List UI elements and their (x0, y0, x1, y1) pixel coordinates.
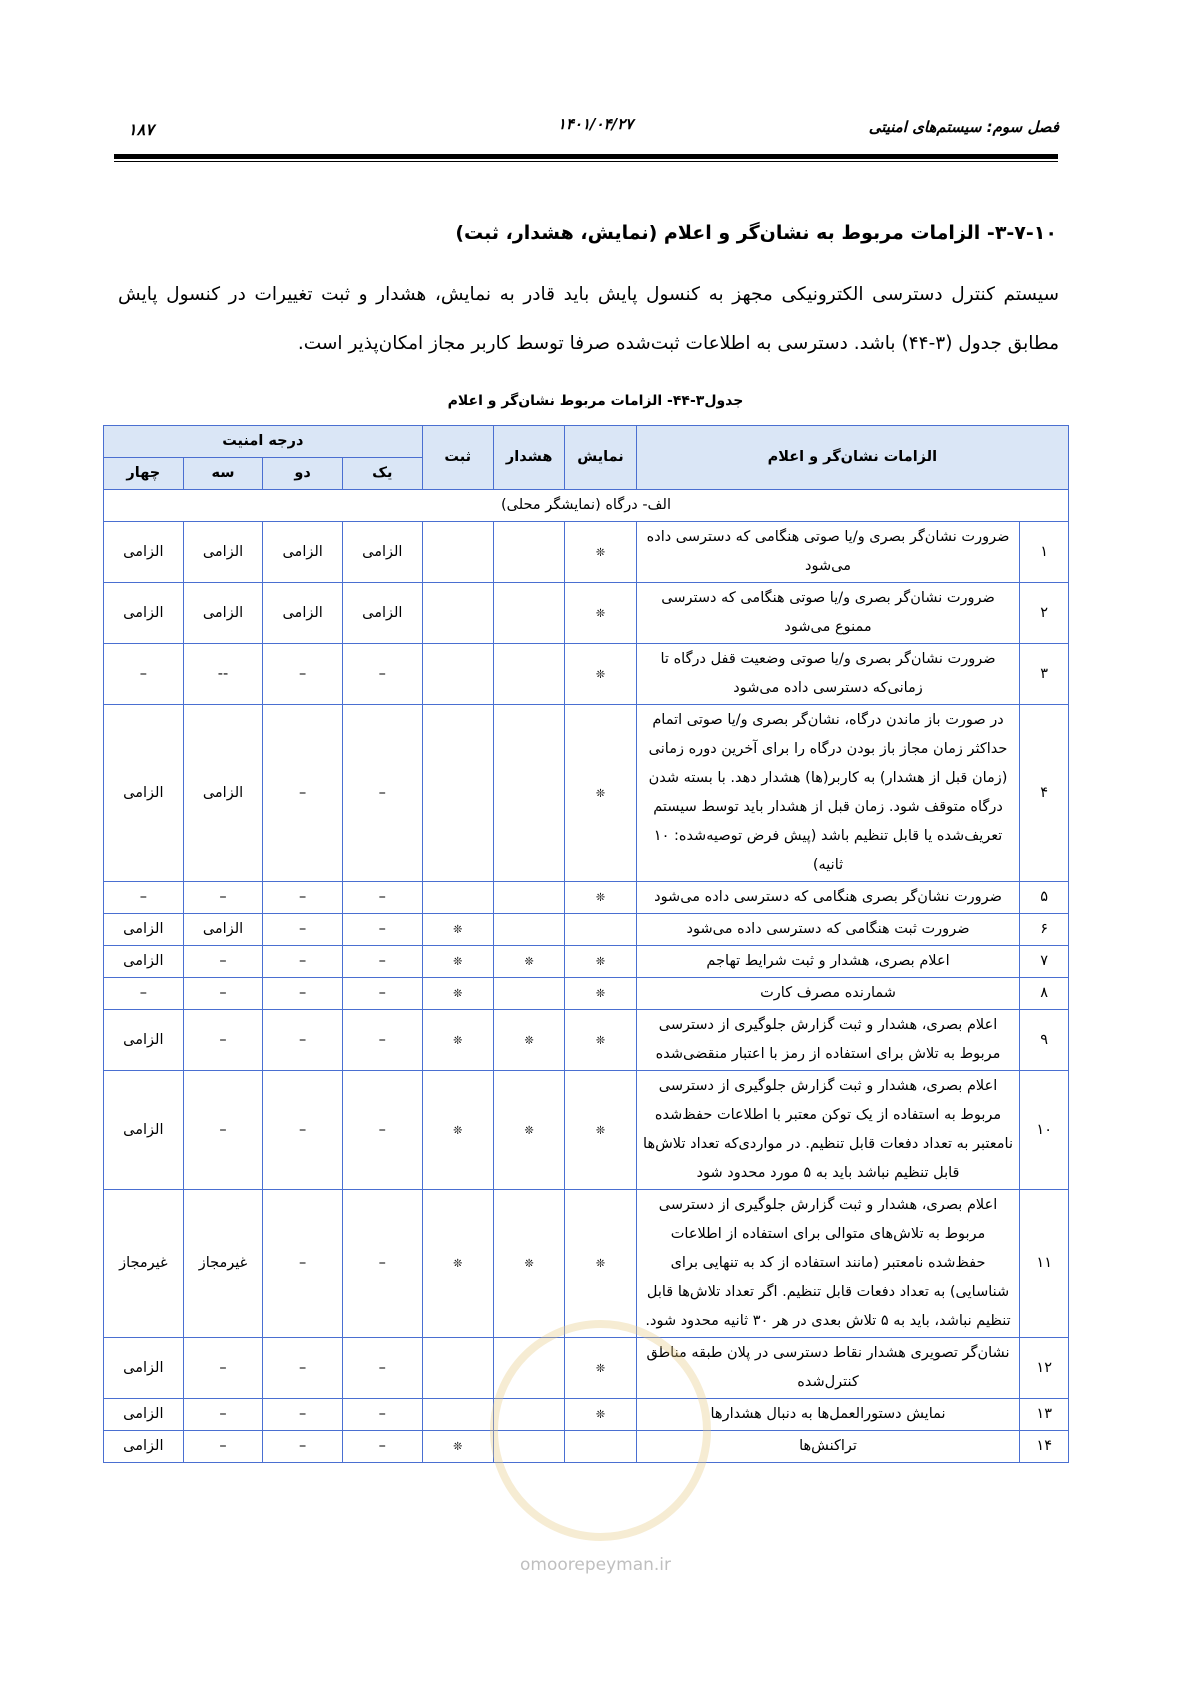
row-level-3: غیرمجاز (183, 1190, 263, 1338)
row-level-2: – (263, 1399, 343, 1431)
row-number: ۹ (1020, 1010, 1069, 1071)
row-level-3: الزامی (183, 914, 263, 946)
row-alarm: ❊ (493, 1190, 564, 1338)
page-number: ۱۸۷ (128, 120, 154, 139)
row-level-2: – (263, 1071, 343, 1190)
row-requirement: ضرورت نشان‌گر بصری و/یا صوتی وضعیت قفل درگاه تا زمانی‌که دسترسی داده می‌شود (636, 644, 1020, 705)
row-number: ۲ (1020, 583, 1069, 644)
row-record (422, 583, 493, 644)
row-record: ❊ (422, 1431, 493, 1463)
row-requirement: تراکنش‌ها (636, 1431, 1020, 1463)
row-requirement: اعلام بصری، هشدار و ثبت گزارش جلوگیری از دسترسی مربوط به استفاده از یک توکن معتبر با اطلاعات حفظ‌شده نامعتبر به تعداد دفعات قابل تنظیم. در مواردی‌که تعداد تلاش‌ها قابل تنظیم نباشد باید به ۵ مورد محدود شود (636, 1071, 1020, 1190)
row-level-3: الزامی (183, 522, 263, 583)
row-display: ❊ (565, 1071, 636, 1190)
row-requirement: در صورت باز ماندن درگاه، نشان‌گر بصری و/یا صوتی اتمام حداکثر زمان مجاز باز بودن درگاه را برای آخرین دوره زمانی (زمان قبل از هشدار) به کاربر(ها) هشدار دهد. با بسته شدن درگاه متوقف شود. زمان قبل از هشدار باید توسط سیستم تعریف‌شده یا قابل تنظیم باشد (پیش فرض توصیه‌شده: ۱۰ ثانیه) (636, 705, 1020, 882)
row-number: ۱۳ (1020, 1399, 1069, 1431)
row-level-4: الزامی (104, 1399, 184, 1431)
row-level-3: -- (183, 644, 263, 705)
row-display: ❊ (565, 1399, 636, 1431)
row-display (565, 914, 636, 946)
row-level-2: – (263, 1010, 343, 1071)
row-level-2: – (263, 914, 343, 946)
row-level-1: – (342, 1399, 422, 1431)
header-alarm: هشدار (493, 426, 564, 490)
row-level-4: الزامی (104, 1431, 184, 1463)
row-level-1: – (342, 978, 422, 1010)
row-requirement: نشان‌گر تصویری هشدار نقاط دسترسی در پلان طبقه مناطق کنترل‌شده (636, 1338, 1020, 1399)
row-level-1: الزامی (342, 583, 422, 644)
row-requirement: نمایش دستورالعمل‌ها به دنبال هشدارها (636, 1399, 1020, 1431)
table-section-label: الف- درگاه (نمایشگر محلی) (104, 490, 1069, 522)
row-requirement: اعلام بصری، هشدار و ثبت گزارش جلوگیری از دسترسی مربوط به تلاش‌های متوالی برای استفاده از اطلاعات حفظ‌شده نامعتبر (مانند استفاده از کد به تنهایی برای شناسایی) به تعداد دفعات قابل تنظیم. اگر تعداد تلاش‌ها قابل تنظیم نباشد، باید به ۵ تلاش بعدی در هر ۳۰ ثانیه محدود شود. (636, 1190, 1020, 1338)
row-level-2: – (263, 644, 343, 705)
row-level-2: – (263, 705, 343, 882)
table-row (104, 522, 1069, 583)
row-number: ۱۲ (1020, 1338, 1069, 1399)
row-requirement: اعلام بصری، هشدار و ثبت شرایط تهاجم (636, 946, 1020, 978)
row-level-1: – (342, 1071, 422, 1190)
table-row (104, 946, 1069, 978)
requirements-table (103, 425, 1069, 1463)
row-level-4: الزامی (104, 914, 184, 946)
header-security-level: درجه امنیت (104, 426, 423, 458)
row-level-3: – (183, 978, 263, 1010)
row-number: ۱۱ (1020, 1190, 1069, 1338)
header-rule-thin (114, 161, 1058, 162)
row-alarm (493, 914, 564, 946)
header-date: ۱۴۰۱/۰۴/۲۷ (557, 115, 634, 133)
row-level-2: – (263, 946, 343, 978)
row-level-3: – (183, 1399, 263, 1431)
row-level-2: – (263, 1431, 343, 1463)
row-level-4: – (104, 644, 184, 705)
row-alarm: ❊ (493, 946, 564, 978)
row-number: ۳ (1020, 644, 1069, 705)
table-row (104, 882, 1069, 914)
row-level-2: – (263, 1338, 343, 1399)
row-number: ۴ (1020, 705, 1069, 882)
row-level-4: الزامی (104, 1071, 184, 1190)
row-level-1: – (342, 1338, 422, 1399)
row-display: ❊ (565, 583, 636, 644)
row-level-2: – (263, 1190, 343, 1338)
row-requirement: ضرورت نشان‌گر بصری و/یا صوتی هنگامی که دسترسی داده می‌شود (636, 522, 1020, 583)
row-display: ❊ (565, 882, 636, 914)
row-requirement: شمارنده مصرف کارت (636, 978, 1020, 1010)
row-display: ❊ (565, 978, 636, 1010)
row-record (422, 1399, 493, 1431)
row-level-3: الزامی (183, 583, 263, 644)
row-level-1: – (342, 946, 422, 978)
row-level-2: الزامی (263, 522, 343, 583)
row-level-4: الزامی (104, 1338, 184, 1399)
row-alarm (493, 644, 564, 705)
header-level-1: یک (342, 458, 422, 490)
row-level-3: – (183, 1010, 263, 1071)
row-level-1: – (342, 1431, 422, 1463)
row-number: ۱۰ (1020, 1071, 1069, 1190)
row-display: ❊ (565, 946, 636, 978)
table-row (104, 914, 1069, 946)
row-display: ❊ (565, 705, 636, 882)
row-level-1: – (342, 882, 422, 914)
row-number: ۶ (1020, 914, 1069, 946)
row-level-3: – (183, 1338, 263, 1399)
row-number: ۱ (1020, 522, 1069, 583)
row-level-4: الزامی (104, 583, 184, 644)
row-level-4: الزامی (104, 522, 184, 583)
table-row (104, 644, 1069, 705)
row-record: ❊ (422, 1071, 493, 1190)
row-level-2: الزامی (263, 583, 343, 644)
header-rule-thick (114, 154, 1058, 159)
row-level-3: الزامی (183, 705, 263, 882)
row-record (422, 644, 493, 705)
row-record: ❊ (422, 1010, 493, 1071)
row-level-4: – (104, 978, 184, 1010)
table-row (104, 1071, 1069, 1190)
row-alarm (493, 978, 564, 1010)
row-level-1: – (342, 1010, 422, 1071)
row-level-1: – (342, 914, 422, 946)
table-row (104, 583, 1069, 644)
row-requirement: ضرورت نشان‌گر بصری هنگامی که دسترسی داده می‌شود (636, 882, 1020, 914)
table-row (104, 705, 1069, 882)
header-requirement: الزامات نشان‌گر و اعلام (636, 426, 1068, 490)
row-requirement: ضرورت ثبت هنگامی که دسترسی داده می‌شود (636, 914, 1020, 946)
row-alarm: ❊ (493, 1071, 564, 1190)
row-level-1: – (342, 1190, 422, 1338)
header-record: ثبت (422, 426, 493, 490)
row-level-3: – (183, 946, 263, 978)
row-requirement: اعلام بصری، هشدار و ثبت گزارش جلوگیری از دسترسی مربوط به تلاش برای استفاده از رمز با اعتبار منقضی‌شده (636, 1010, 1020, 1071)
row-level-1: – (342, 644, 422, 705)
row-record: ❊ (422, 914, 493, 946)
row-requirement: ضرورت نشان‌گر بصری و/یا صوتی هنگامی که دسترسی ممنوع می‌شود (636, 583, 1020, 644)
row-level-1: – (342, 705, 422, 882)
row-display: ❊ (565, 1010, 636, 1071)
section-paragraph: سیستم کنترل دسترسی الکترونیکی مجهز به کنسول پایش باید قادر به نمایش، هشدار و ثبت تغییرات در کنسول پایش مطابق جدول (۳-۴۴) باشد. دسترسی به اطلاعات ثبت‌شده صرفا توسط کاربر مجاز امکان‌پذیر است. (118, 284, 1059, 354)
row-level-3: – (183, 882, 263, 914)
row-number: ۵ (1020, 882, 1069, 914)
row-display: ❊ (565, 644, 636, 705)
row-level-3: – (183, 1431, 263, 1463)
row-number: ۱۴ (1020, 1431, 1069, 1463)
header-level-2: دو (263, 458, 343, 490)
row-level-4: الزامی (104, 946, 184, 978)
row-record: ❊ (422, 978, 493, 1010)
row-record: ❊ (422, 1190, 493, 1338)
row-level-4: الزامی (104, 705, 184, 882)
row-number: ۸ (1020, 978, 1069, 1010)
row-level-3: – (183, 1071, 263, 1190)
row-level-4: الزامی (104, 1010, 184, 1071)
section-title: ۳-۷-۱۰- الزامات مربوط به نشان‌گر و اعلام (نمایش، هشدار، ثبت) (455, 222, 1057, 244)
header-display: نمایش (565, 426, 636, 490)
header-level-4: چهار (104, 458, 184, 490)
table-row (104, 1010, 1069, 1071)
table-row (104, 1190, 1069, 1338)
row-alarm (493, 882, 564, 914)
row-number: ۷ (1020, 946, 1069, 978)
row-level-1: الزامی (342, 522, 422, 583)
row-display: ❊ (565, 522, 636, 583)
watermark-site: omoorepeyman.ir (519, 1555, 672, 1575)
row-alarm (493, 705, 564, 882)
row-level-4: – (104, 882, 184, 914)
row-display: ❊ (565, 1190, 636, 1338)
row-level-2: – (263, 978, 343, 1010)
row-alarm: ❊ (493, 1010, 564, 1071)
row-level-4: غیرمجاز (104, 1190, 184, 1338)
row-record (422, 522, 493, 583)
row-alarm (493, 583, 564, 644)
row-level-2: – (263, 882, 343, 914)
row-alarm (493, 522, 564, 583)
watermark-seal (490, 1320, 711, 1541)
row-record: ❊ (422, 946, 493, 978)
table-row (104, 978, 1069, 1010)
row-record (422, 705, 493, 882)
row-record (422, 1338, 493, 1399)
header-level-3: سه (183, 458, 263, 490)
table-caption: جدول۳-۴۴- الزامات مربوط نشان‌گر و اعلام (447, 393, 744, 409)
chapter-title: فصل سوم: سیستم‌های امنیتی (868, 118, 1059, 136)
row-record (422, 882, 493, 914)
row-display: ❊ (565, 1338, 636, 1399)
